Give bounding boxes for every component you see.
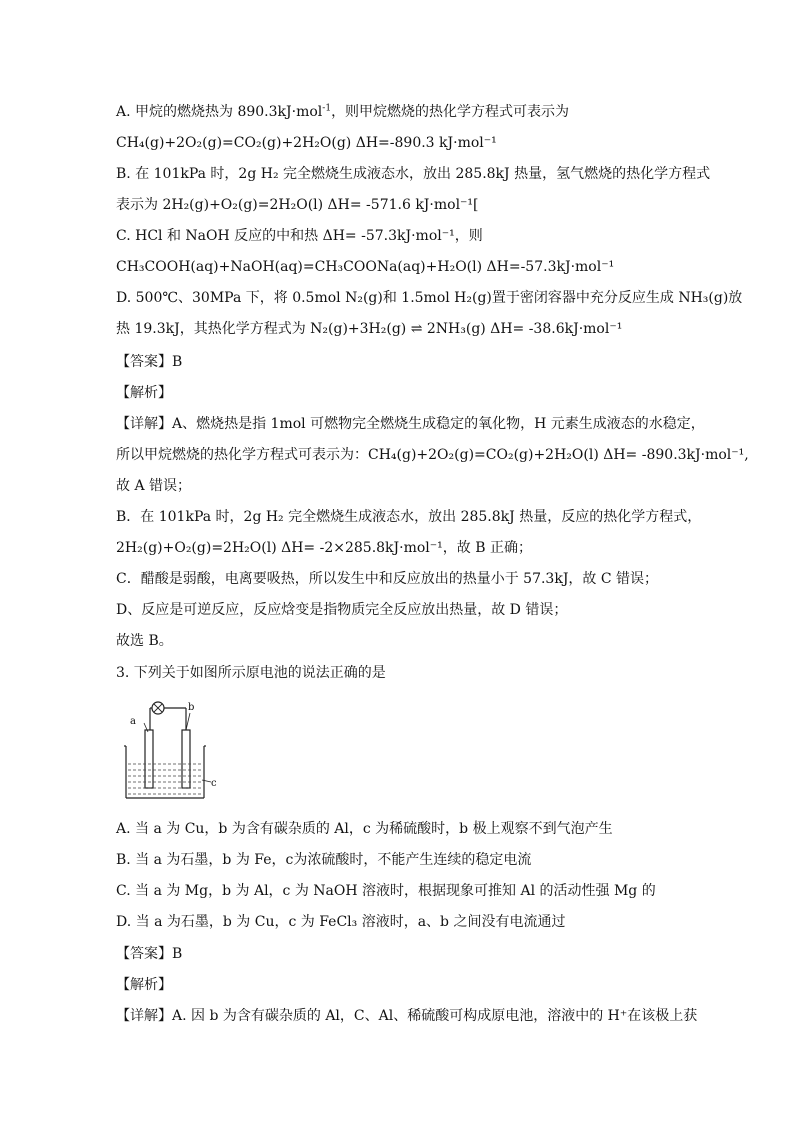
q3-option-a: A. 当 a 为 Cu，b 为含有碳杂质的 Al，c 为稀硫酸时，b 极上观察不到气泡产生 — [116, 821, 613, 837]
q2-detail-line8: 故选 B。 — [116, 633, 173, 649]
q3-stem: 3. 下列关于如图所示原电池的说法正确的是 — [116, 665, 386, 681]
galvanic-cell-figure — [116, 700, 226, 808]
q2-option-b-line1: B. 在 101kPa 时，2g H₂ 完全燃烧生成液态水，放出 285.8kJ 热量，氢气燃烧的热化学方程式 — [116, 166, 711, 182]
q3-option-c: C. 当 a 为 Mg，b 为 Al，c 为 NaOH 溶液时，根据现象可推知 Al 的活动性强 Mg 的 — [116, 883, 656, 899]
electrode-a — [145, 730, 153, 788]
label-b: b — [188, 702, 195, 713]
q3-option-d: D. 当 a 为石墨，b 为 Cu，c 为 FeCl₃ 溶液时，a、b 之间没有电流通过 — [116, 914, 566, 930]
electrolyte-c — [128, 764, 202, 794]
q2-option-a-sup: -1 — [322, 103, 332, 114]
q2-answer: 【答案】B — [116, 354, 183, 370]
label-a: a — [130, 716, 136, 727]
q2-detail-line2: 所以甲烷燃烧的热化学方程式可表示为：CH₄(g)+2O₂(g)=CO₂(g)+2H₂O(l) ΔH= -890.3kJ·mol⁻¹, — [116, 447, 749, 463]
q2-option-c: C. HCl 和 NaOH 反应的中和热 ΔH= -57.3kJ·mol⁻¹，则 — [116, 228, 483, 244]
q2-option-d-line1: D. 500℃、30MPa 下，将 0.5mol N₂(g)和 1.5mol H₂(g)置于密闭容器中充分反应生成 NH₃(g)放 — [116, 290, 743, 306]
q2-equation-c: CH₃COOH(aq)+NaOH(aq)=CH₃COONa(aq)+H₂O(l) ΔH=-57.3kJ·mol⁻¹ — [116, 259, 615, 275]
q2-detail-line1: 【详解】A、燃烧热是指 1mol 可燃物完全燃烧生成稳定的氧化物，H 元素生成液态的水稳定， — [116, 416, 705, 432]
q2-option-d-line2: 热 19.3kJ，其热化学方程式为 N₂(g)+3H₂(g) ⇌ 2NH₃(g) ΔH= -38.6kJ·mol⁻¹ — [116, 321, 623, 337]
q2-detail-line4: B．在 101kPa 时，2g H₂ 完全燃烧生成液态水，放出 285.8kJ 热量，反应的热化学方程式， — [116, 509, 702, 525]
q3-detail-line1: 【详解】A. 因 b 为含有碳杂质的 Al，C、Al、稀硫酸可构成原电池，溶液中的 H⁺在该极上获 — [116, 1008, 698, 1024]
q3-answer: 【答案】B — [116, 946, 183, 962]
q2-detail-line3: 故 A 错误； — [116, 478, 192, 494]
q2-detail-line5: 2H₂(g)+O₂(g)=2H₂O(l) ΔH= -2×285.8kJ·mol⁻¹，故 B 正确； — [116, 540, 532, 556]
q2-equation-a: CH₄(g)+2O₂(g)=CO₂(g)+2H₂O(g) ΔH=-890.3 kJ·mol⁻¹ — [116, 135, 497, 151]
q3-option-b: B. 当 a 为石墨，b 为 Fe，c为浓硫酸时，不能产生连续的稳定电流 — [116, 852, 532, 868]
q2-detail-line7: D、反应是可逆反应，反应焓变是指物质完全反应放出热量，故 D 错误； — [116, 602, 568, 618]
q2-analysis-heading: 【解析】 — [116, 385, 172, 401]
q2-option-a-suffix: ，则甲烷燃烧的热化学方程式可表示为 — [331, 104, 570, 120]
electrode-b — [182, 730, 190, 788]
q2-option-a — [116, 102, 569, 122]
label-c: c — [211, 778, 217, 789]
q2-option-b-line2: 表示为 2H₂(g)+O₂(g)=2H₂O(l) ΔH= -571.6 kJ·mol⁻¹[ — [116, 197, 479, 213]
q2-detail-line6: C．醋酸是弱酸，电离要吸热，所以发生中和反应放出的热量小于 57.3kJ，故 C 错误； — [116, 571, 659, 587]
q3-analysis-heading: 【解析】 — [116, 977, 172, 993]
q2-option-a-text: A. 甲烷的燃烧热为 890.3kJ·mol — [116, 104, 323, 120]
galvanic-cell-diagram — [116, 700, 226, 808]
